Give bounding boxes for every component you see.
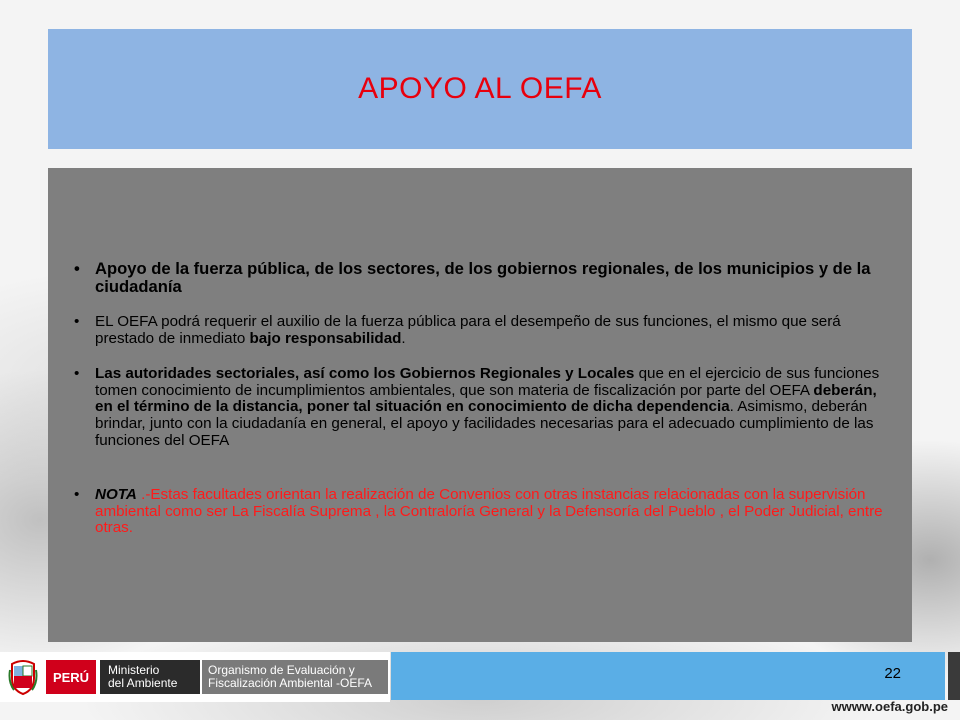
website-url: wwww.oefa.gob.pe: [831, 699, 948, 714]
nota-label: NOTA: [95, 486, 137, 504]
bullet-3-text: que en el ejercicio de sus funciones tomen conocimiento de incumplimientos ambientales, que son materia de fiscalización por parte del OEFA: [95, 365, 880, 399]
footer-strip: [948, 652, 960, 700]
bullet-3-bold-1: Las autoridades sectoriales, así como los Gobiernos Regionales y Locales: [95, 365, 635, 383]
bullet-dot: •: [74, 486, 80, 504]
bullet-1-text: Apoyo de la fuerza pública, de los sectores, de los gobiernos regionales, de los municipios y de la ciudadanía: [95, 259, 871, 296]
peru-logo: PERÚ: [46, 660, 96, 694]
bullet-2-bold: bajo responsabilidad: [249, 329, 402, 347]
footer-bar: [391, 652, 945, 700]
bullet-dot: •: [74, 365, 80, 383]
bullet-2-end: .: [401, 329, 406, 347]
ministerio-line-2: del Ambiente: [108, 676, 178, 690]
organismo-line-2: Fiscalización Ambiental -OEFA: [208, 676, 373, 690]
bullet-1: [74, 260, 894, 295]
peru-coat-of-arms-icon: [8, 656, 38, 696]
bullet-dot: •: [74, 259, 80, 278]
page-number: 22: [884, 665, 901, 682]
bullet-2: [74, 314, 894, 347]
organismo-line-1: Organismo de Evaluación y: [208, 663, 355, 677]
slide-title: APOYO AL OEFA: [358, 72, 602, 105]
bullet-3: [74, 366, 894, 449]
content-panel: [48, 168, 912, 642]
ministerio-line-1: Ministerio: [108, 663, 160, 677]
bullet-2-text: EL OEFA podrá requerir el auxilio de la fuerza pública para el desempeño de sus funciones, el mismo que será prestado de inmediato: [95, 313, 841, 347]
logo-bar: [0, 652, 390, 702]
bullet-4: [74, 487, 894, 537]
ministerio-logo: [100, 660, 200, 694]
bullet-dot: •: [74, 313, 80, 330]
nota-text: .-Estas facultades orientan la realización de Convenios con otras instancias relacionadas con la supervisión ambiental como ser La Fiscalía Suprema , la Contraloría General y la Defensoría del Pueblo , el Poder Judicial, entre otras.: [95, 486, 883, 537]
organismo-logo: [202, 660, 388, 694]
footer: [0, 652, 960, 702]
bullet-3-end: . Asimismo, deberán brindar, junto con la ciudadanía en general, el apoyo y facilidades necesarias para el adecuado cumplimiento de las funciones del OEFA: [95, 398, 874, 449]
bullet-3-bold-2: deberán, en el término de la distancia, poner tal situación en conocimiento de dicha dependencia: [95, 381, 877, 416]
title-bar: [48, 29, 912, 149]
